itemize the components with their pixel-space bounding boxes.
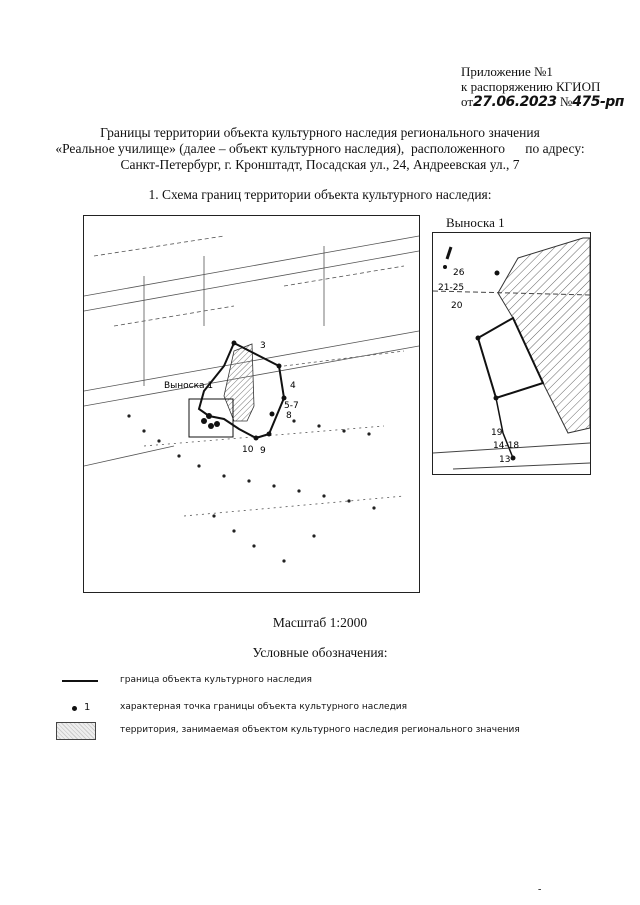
appendix-date-line <box>461 94 624 110</box>
number-sign: № <box>559 94 573 109</box>
section-heading: 1. Схема границ территории объекта культурного наследия: <box>148 187 492 202</box>
callout-point-21-25: 21-25 <box>438 283 465 293</box>
map-drawing <box>84 216 419 592</box>
legend-title: Условные обозначения: <box>252 645 388 660</box>
point-label-9: 9 <box>260 446 266 456</box>
title-line-3: Санкт-Петербург, г. Кронштадт, Посадская ул., 24, Андреевская ул., 7 <box>120 157 520 172</box>
handwritten-number: 475-рп <box>572 94 624 110</box>
callout-point-26: 26 <box>453 268 465 278</box>
legend-text-boundary: граница объекта культурного наследия <box>120 675 312 685</box>
appendix-order: к распоряжению КГИОП <box>461 79 601 94</box>
legend-text-point: характерная точка границы объекта культурного наследия <box>120 702 408 712</box>
map-scale: Масштаб 1:2000 <box>272 615 368 630</box>
callout-point-13: 13 <box>499 455 511 465</box>
callout-drawing <box>433 233 590 474</box>
callout-title: Выноска 1 <box>446 215 505 230</box>
date-prefix: от <box>461 94 474 109</box>
legend-text-territory: территория, занимаемая объектом культурного наследия регионального значения <box>120 725 520 735</box>
point-label-10: 10 <box>242 445 254 455</box>
point-label-5-7: 5-7 <box>284 401 299 411</box>
document-title <box>40 125 600 173</box>
legend-dot-number: 1 <box>84 702 91 713</box>
callout-panel <box>432 232 591 475</box>
callout-point-19: 19 <box>491 428 503 438</box>
legend-line-symbol <box>62 680 98 682</box>
callout-arrow-mark <box>447 247 451 259</box>
callout-building <box>498 238 590 433</box>
footer-mark: - <box>538 884 542 895</box>
title-line-2: «Реальное училище» (далее – объект культурного наследия), расположенного по адресу: <box>55 141 585 156</box>
callout-street-line-2 <box>453 463 590 469</box>
legend-area-symbol <box>56 722 96 740</box>
callout-point-20: 20 <box>451 301 463 311</box>
cadastral-map <box>83 215 420 593</box>
legend-dot-symbol <box>72 706 77 711</box>
point-label-3: 3 <box>260 341 266 351</box>
callout-point-14-18: 14-18 <box>493 441 520 451</box>
title-line-1: Границы территории объекта культурного наследия регионального значения <box>100 125 540 140</box>
handwritten-date: 27.06.2023 <box>473 94 557 110</box>
point-label-4: 4 <box>290 381 296 391</box>
appendix-block <box>461 64 624 110</box>
point-label-8: 8 <box>286 411 292 421</box>
callout-label: Выноска 1 <box>164 381 214 391</box>
appendix-title: Приложение №1 <box>461 64 553 79</box>
